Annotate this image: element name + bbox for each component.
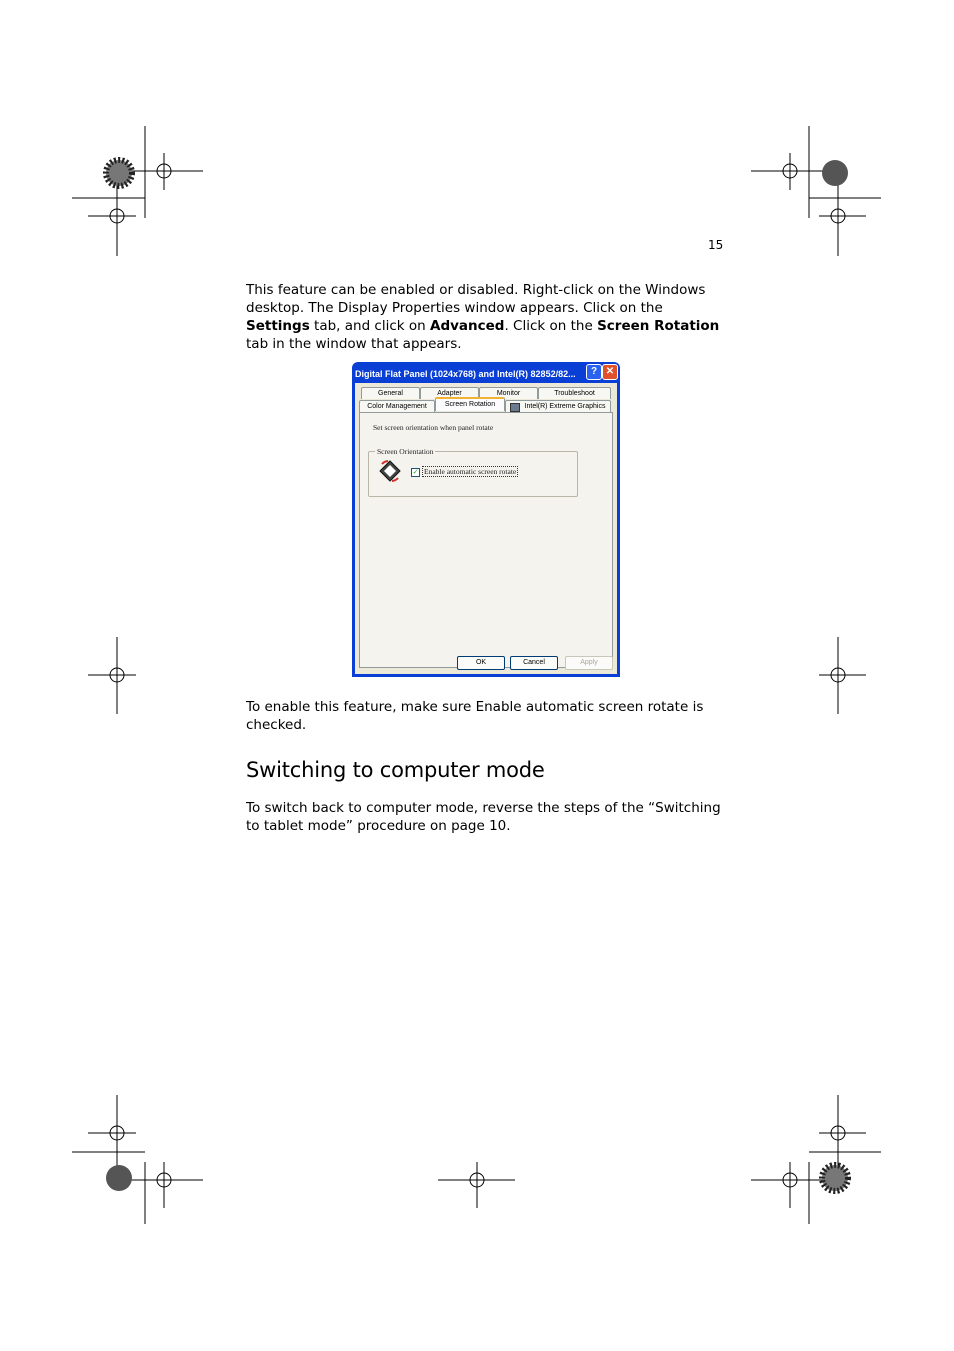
graphics-icon <box>510 403 520 412</box>
dialog-client <box>355 383 617 674</box>
intro-settings: Settings <box>246 318 310 334</box>
intro-advanced: Advanced <box>430 318 505 334</box>
close-button[interactable]: ✕ <box>602 364 618 380</box>
tab-monitor[interactable]: Monitor <box>479 387 538 399</box>
intro-paragraph <box>246 281 726 353</box>
tab-intel-label: Intel(R) Extreme Graphics <box>524 403 606 410</box>
tab-intel-extreme-graphics[interactable] <box>505 400 611 412</box>
section-heading: Switching to computer mode <box>246 758 545 782</box>
help-button[interactable]: ? <box>586 364 602 380</box>
tab-screen-rotation[interactable]: Screen Rotation <box>435 397 505 411</box>
intro-text-3: . Click on the <box>504 318 598 334</box>
enable-instruction: To enable this feature, make sure Enable automatic screen rotate is checked. <box>246 699 704 733</box>
auto-rotate-label[interactable]: Enable automatic screen rotate <box>424 467 517 476</box>
auto-rotate-checkbox[interactable]: ✓ <box>412 468 419 476</box>
rotate-screen-icon <box>379 460 401 482</box>
ok-button[interactable]: OK <box>457 656 505 670</box>
page-number: 15 <box>708 238 724 252</box>
closing-paragraph: To switch back to computer mode, reverse the steps of the “Switching to tablet mode” procedure on page 10. <box>246 800 721 834</box>
intro-text-1: This feature can be enabled or disabled. Right-click on the Windows desktop. The Display Properties window appears. Click on the <box>246 282 706 316</box>
intro-text-4: tab in the window that appears. <box>246 336 462 352</box>
apply-button[interactable]: Apply <box>565 656 613 670</box>
intro-text-2: tab, and click on <box>309 318 430 334</box>
intro-screen-rotation: Screen Rotation <box>597 318 720 334</box>
cancel-button[interactable]: Cancel <box>510 656 558 670</box>
tab-general[interactable]: General <box>361 387 420 399</box>
rotation-description: Set screen orientation when panel rotate <box>373 423 494 432</box>
dialog-title: Digital Flat Panel (1024x768) and Intel(R) 82852/82... <box>355 369 576 379</box>
tab-troubleshoot[interactable]: Troubleshoot <box>538 387 611 399</box>
tab-color-management[interactable]: Color Management <box>359 400 435 412</box>
screen-orientation-label: Screen Orientation <box>377 447 434 456</box>
display-properties-dialog <box>352 362 620 677</box>
tab-adapter[interactable]: Adapter <box>420 387 479 399</box>
